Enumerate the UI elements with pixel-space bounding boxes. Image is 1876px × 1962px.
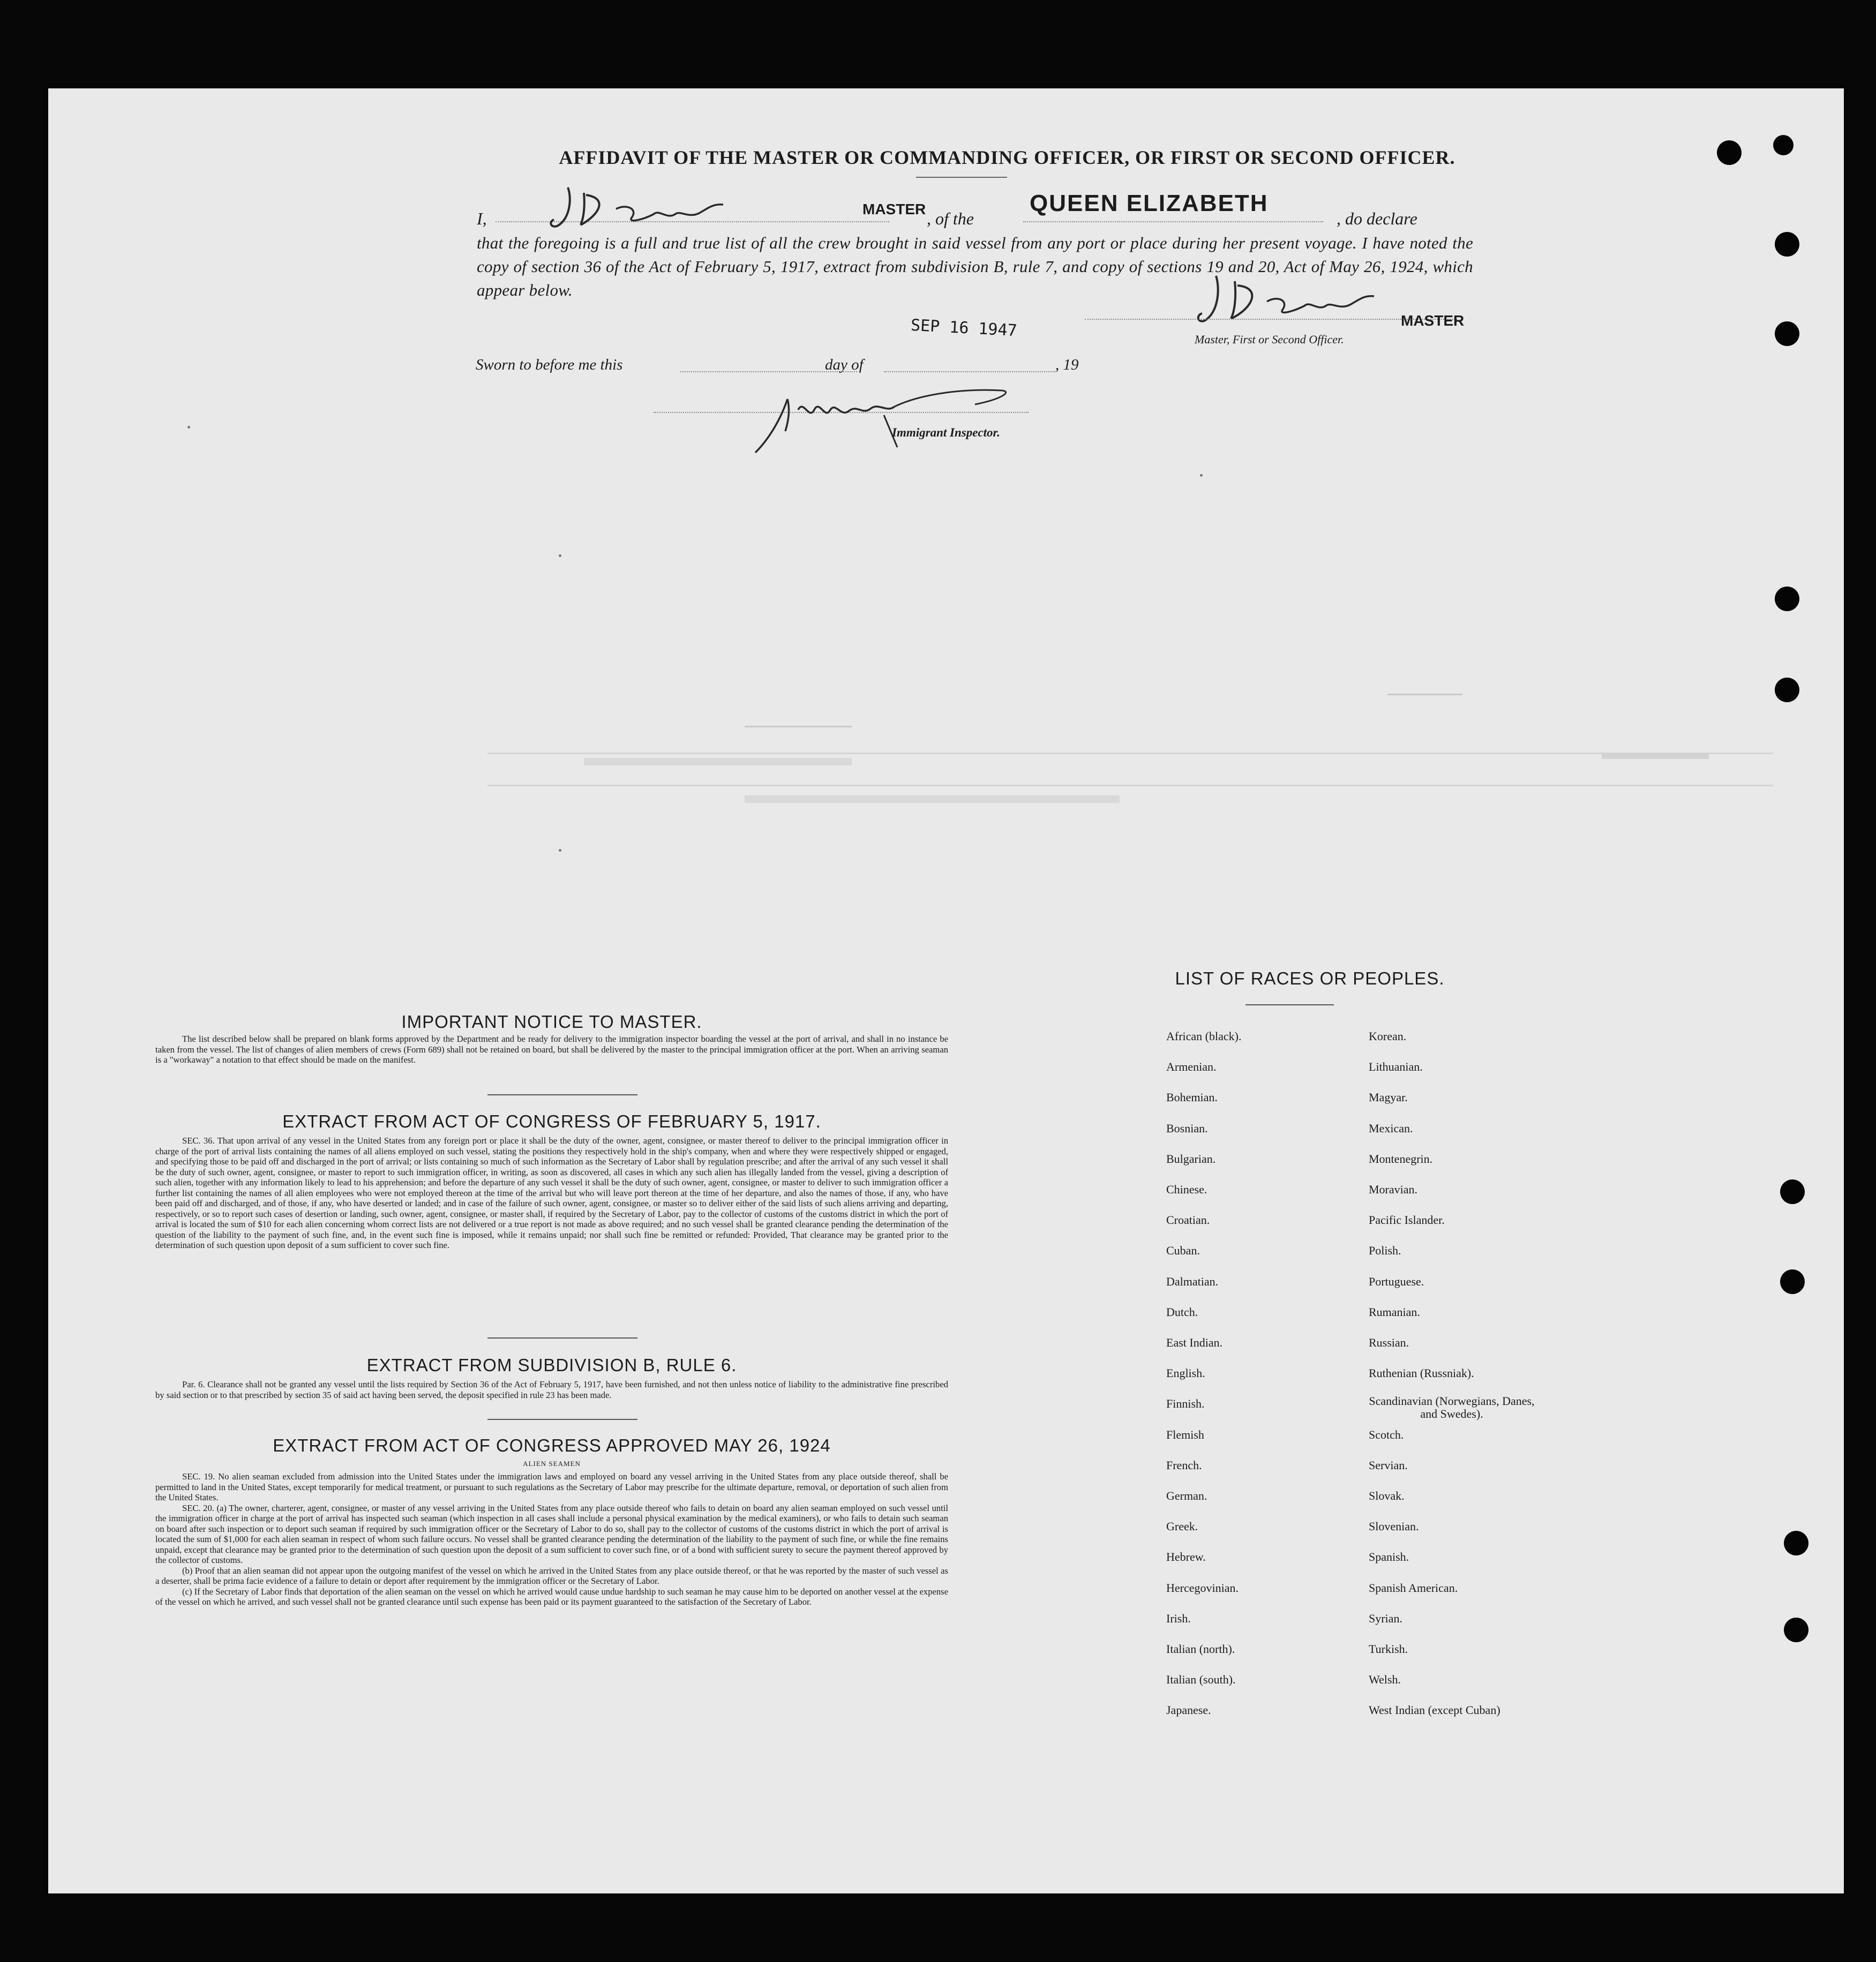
title-underline — [916, 177, 1007, 178]
document-page — [48, 88, 1844, 1893]
ship-name: QUEEN ELIZABETH — [1030, 190, 1269, 216]
extract-1924-body — [155, 1471, 948, 1607]
race-item: Russian. — [1369, 1336, 1409, 1349]
race-item: Armenian. — [1166, 1060, 1217, 1074]
signature-title: MASTER — [1401, 312, 1465, 329]
stray-mark — [187, 426, 190, 429]
race-item: Flemish — [1166, 1427, 1204, 1441]
bleed-through-mark — [584, 758, 852, 765]
race-item: Finnish. — [1166, 1397, 1205, 1411]
race-item: Syrian. — [1369, 1611, 1402, 1625]
race-item: Turkish. — [1369, 1642, 1408, 1656]
punch-hole — [1775, 587, 1799, 611]
section-19-paragraph: SEC. 19. No alien seaman excluded from admission into the United States under the immigration laws and employed on board any vessel arriving in the United States from any place outside thereof, shall be permitted to land in the United States, except temporarily for medical treatment, or pursuant to such regulations as the Secretary of Labor may prescribe for the ultimate departure, removal, or deportation of such alien from the United States. — [155, 1471, 948, 1502]
race-item: Rumanian. — [1369, 1305, 1420, 1319]
section-divider — [487, 1094, 637, 1095]
race-item: Servian. — [1369, 1458, 1408, 1472]
bleed-through-mark — [745, 795, 1120, 803]
i-label: I, — [477, 209, 487, 228]
notice-title: IMPORTANT NOTICE TO MASTER. — [401, 1012, 702, 1032]
race-item: Croatian. — [1166, 1213, 1210, 1227]
section-20c-paragraph: (c) If the Secretary of Labor finds that deportation of the alien seaman on the vessel on which he arrived would cause undue hardship to such seaman he may cause him to be deported on another vessel at the expense of the vessel on which he arrived, and such vessel shall not be granted clearance until such expense has been paid or its payment guaranteed to the satisfaction of the Secretary of Labor. — [155, 1586, 948, 1607]
race-item: Hercegovinian. — [1166, 1581, 1239, 1595]
ship-name-line — [1023, 221, 1323, 222]
punch-hole — [1780, 1179, 1805, 1204]
month-line — [884, 371, 1055, 372]
race-item: Spanish American. — [1369, 1581, 1458, 1595]
notice-paragraph: The list described below shall be prepared on blank forms approved by the Department and be ready for delivery to the immigration inspector boarding the vessel at the port of arrival, and shall in no instance be taken from the vessel. The list of changes of alien members of crews (Form 689) shall not be retained on board, but shall be delivered by the master to the principal immigration officer at the port. When an arriving seaman is a "workaway" a notation to that effect should be made on the manifest. — [155, 1034, 948, 1065]
race-item: Montenegrin. — [1369, 1152, 1433, 1166]
punch-hole — [1775, 678, 1799, 702]
master-title: MASTER — [862, 201, 926, 217]
race-item: Slovenian. — [1369, 1520, 1419, 1533]
master-signature — [546, 177, 739, 236]
bleed-through-mark — [1602, 753, 1709, 759]
race-item: Italian (south). — [1166, 1673, 1236, 1687]
date-stamp: SEP 16 1947 — [910, 315, 1018, 341]
notice-body — [155, 1034, 948, 1065]
punch-hole — [1775, 232, 1799, 257]
punch-hole — [1775, 321, 1799, 346]
race-item: Japanese. — [1166, 1703, 1211, 1717]
race-item: Scotch. — [1369, 1427, 1404, 1441]
race-item: Chinese. — [1166, 1183, 1207, 1196]
section-36-paragraph: SEC. 36. That upon arrival of any vessel in the United States from any foreign port or place it shall be the duty of the owner, agent, consignee, or master thereof to deliver to the principal immigration officer in charge of the port of arrival lists containing the names of all aliens employed on such vessel, stating the positions they respectively hold in the ship's company, when and where they were respectively shipped or engaged, and specifying those to be paid off and discharged in the port of arrival; or lists containing so much of such information as the Secretary of Labor shall by regulation prescribe; and after the arrival of any such vessel it shall be the duty of such owner, agent, consignee, or master to report to such immigration officer, in writing, as soon as discovered, all cases in which any such alien has illegally landed from the vessel, giving a description of such alien, together with any information likely to lead to his apprehension; and before the departure of any such vessel it shall be the duty of such owner, agent, consignee, or master to deliver to such immigration officer a further list containing the names of all alien employees who were not employed thereon at the time of the arrival but who will leave port thereon at the time of her departure, and also the names of those, if any, who have been paid off and discharged, and of those, if any, who have deserted or landed; and in case of the failure of such owner, agent, consignee, or master so to deliver either of the said lists of such aliens arriving and departing, respectively, or so to report such cases of desertion or landing, such owner, agent, consignee, or master shall, if required by the Secretary of Labor, pay to the collector of customs of the customs district in which the port of arrival is located the sum of $10 for each alien concerning whom correct lists are not delivered or a true report is not made as above required; and no such vessel shall be granted clearance pending the determination of the question of the liability to the payment of such fine, and, in the event such fine is imposed, while it remains unpaid; nor shall such fine be remitted or refunded: Provided, That clearance may be granted prior to the determination of such question upon deposit of a sum sufficient to cover such fine. — [155, 1136, 948, 1250]
section-20a-paragraph: SEC. 20. (a) The owner, charterer, agent, consignee, or master of any vessel arriving in the United States from any place outside thereof who fails to detain on board any alien seaman employed on such vessel until the immigration officer in charge at the port of arrival has inspected such seaman (which inspection in all cases shall include a personal physical examination by the medical examiners), or who fails to detain such seaman on board after such inspection or to deport such seaman if required by such immigration officer or the Secretary of Labor to do so, shall pay to the collector of customs of the customs district in which the port of arrival is located the sum of $1,000 for each alien seaman in respect of whom such failure occurs. No vessel shall be granted clearance pending the determination of the liability to the payment of such fine, or while the fine remains unpaid, except that clearance may be granted prior to the determination of such question upon the deposit of a sum sufficient to cover such fine, or of a bond with sufficient surety to secure the payment thereof approved by the collector of customs. — [155, 1502, 948, 1565]
race-item: Pacific Islander. — [1369, 1213, 1445, 1227]
bleed-through-mark — [487, 785, 1773, 786]
declaration-text: that the foregoing is a full and true list of all the crew brought in said vessel from any port or place during her present voyage. I have noted the copy of section 36 of the Act of February 5, 1917, extract from subdivision B, rule 7, and copy of sections 19 and 20, Act of May 26, 1924, which appear below. — [477, 234, 1473, 299]
race-item: Italian (north). — [1166, 1642, 1235, 1656]
extract-1917-body — [155, 1136, 948, 1251]
bleed-through-mark — [1387, 694, 1462, 695]
sworn-label: Sworn to before me this — [476, 356, 623, 373]
punch-hole — [1784, 1618, 1809, 1642]
race-item: Irish. — [1166, 1611, 1191, 1625]
rule-6-body — [155, 1379, 948, 1400]
race-item: Bohemian. — [1166, 1091, 1218, 1104]
race-item: Magyar. — [1369, 1091, 1408, 1104]
punch-hole — [1780, 1269, 1805, 1294]
stray-mark — [1200, 474, 1203, 477]
race-item: Scandinavian (Norwegians, Danes, and Swedes). — [1369, 1394, 1535, 1421]
race-item: German. — [1166, 1489, 1207, 1502]
punch-hole — [1773, 135, 1794, 155]
race-item: Spanish. — [1369, 1550, 1409, 1564]
section-20b-paragraph: (b) Proof that an alien seaman did not appear upon the outgoing manifest of the vessel on which he arrived in the United States from any place outside thereof, or that he was reported by the master of such vessel as a deserter, shall be prima facie evidence of a failure to detain or deport after requirement by the immigration officer or the Secretary of Labor. — [155, 1565, 948, 1586]
race-item: African (black). — [1166, 1029, 1242, 1043]
race-item: Mexican. — [1369, 1121, 1413, 1135]
year-label: , 19 — [1055, 356, 1079, 373]
race-item: Korean. — [1369, 1029, 1407, 1043]
race-item: Bulgarian. — [1166, 1152, 1216, 1166]
race-item: Moravian. — [1369, 1183, 1418, 1196]
race-item: Polish. — [1369, 1244, 1401, 1258]
race-item: West Indian (except Cuban) — [1369, 1703, 1500, 1717]
race-item: Dalmatian. — [1166, 1274, 1219, 1288]
stray-mark — [559, 849, 561, 852]
do-declare-label: , do declare — [1337, 209, 1417, 228]
bleed-through-mark — [745, 726, 852, 727]
bleed-through-mark — [487, 753, 1773, 754]
rule-6-paragraph: Par. 6. Clearance shall not be granted any vessel until the lists required by Section 36 of the Act of February 5, 1917, have been furnished, and not then unless notice of liability to the administrative fine prescribed by said section or to that prescribed by section 35 of said act having been served, the deposit specified in rule 23 has been made. — [155, 1379, 948, 1400]
race-item: Dutch. — [1166, 1305, 1198, 1319]
extract-1924-title: EXTRACT FROM ACT OF CONGRESS APPROVED MAY 26, 1924 — [273, 1435, 831, 1455]
affidavit-title: AFFIDAVIT OF THE MASTER OR COMMANDING OFFICER, OR FIRST OR SECOND OFFICER. — [559, 147, 1455, 168]
race-item: Lithuanian. — [1369, 1060, 1423, 1074]
race-item: Bosnian. — [1166, 1121, 1208, 1135]
punch-hole — [1717, 140, 1742, 165]
inspector-caption: Immigrant Inspector. — [892, 426, 1000, 439]
race-item: Greek. — [1166, 1520, 1198, 1533]
extract-1917-title: EXTRACT FROM ACT OF CONGRESS OF FEBRUARY 5, 1917. — [282, 1111, 821, 1131]
races-title-underline — [1245, 1004, 1334, 1005]
section-divider — [487, 1337, 637, 1339]
punch-hole — [1784, 1531, 1809, 1555]
stray-mark — [559, 554, 561, 557]
race-item: East Indian. — [1166, 1336, 1223, 1349]
race-item: Cuban. — [1166, 1244, 1200, 1258]
inspector-signature — [750, 378, 1029, 458]
officer-signature — [1195, 265, 1393, 335]
race-item: Ruthenian (Russniak). — [1369, 1366, 1474, 1380]
race-item: Welsh. — [1369, 1673, 1401, 1687]
rule-6-title: EXTRACT FROM SUBDIVISION B, RULE 6. — [366, 1355, 737, 1375]
race-item: Slovak. — [1369, 1489, 1405, 1502]
day-of-label: day of — [825, 356, 864, 373]
of-the-label: , of the — [927, 209, 974, 228]
race-item: Hebrew. — [1166, 1550, 1206, 1564]
race-item: Portuguese. — [1369, 1274, 1424, 1288]
races-title: LIST OF RACES OR PEOPLES. — [1175, 968, 1445, 988]
race-item: English. — [1166, 1366, 1205, 1380]
race-item: French. — [1166, 1458, 1202, 1472]
section-divider — [487, 1419, 637, 1420]
signature-caption: Master, First or Second Officer. — [1195, 333, 1344, 346]
alien-seamen-subtitle: ALIEN SEAMEN — [523, 1460, 581, 1468]
